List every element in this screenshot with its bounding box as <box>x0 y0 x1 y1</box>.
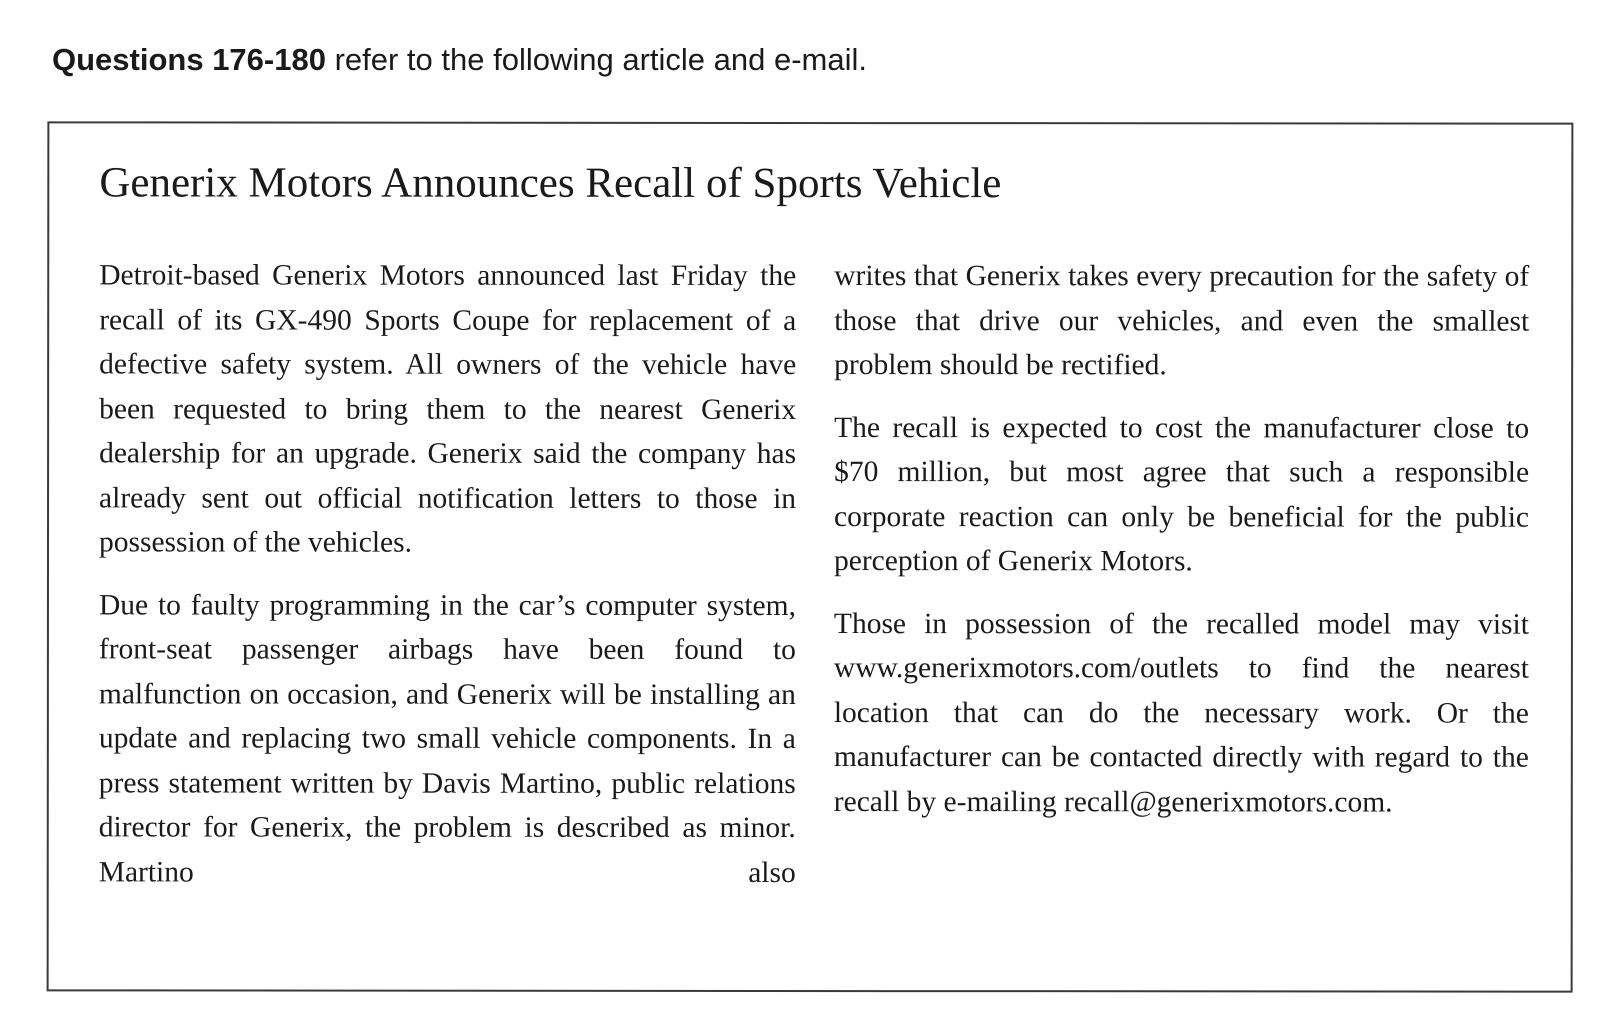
article-paragraph: Those in possession of the recalled model may visit www.generixmotors.com/outlets to find the nearest location that can do the necessary work. Or the manufacturer can be contacted directly with regard to the recall by e-mailing recall@generixmotors.com. <box>833 607 1529 819</box>
article-paragraph: writes that Generix takes every precaution for the safety of those that drive our vehicles, and even the smallest problem should be rectified. <box>834 260 1530 382</box>
article-box <box>47 121 1574 992</box>
instruction-text: refer to the following article and e-mail. <box>325 42 868 77</box>
question-range: Questions 176-180 <box>52 42 326 77</box>
question-instructions <box>52 40 867 80</box>
article-right-column <box>834 254 1530 843</box>
article-headline: Generix Motors Announces Recall of Sports Vehicle <box>99 159 1002 208</box>
article-paragraph: Detroit-based Generix Motors announced last Friday the recall of its GX-490 Sports Coupe for replacement of a defective safety system. All owners of the vehicle have been requested to bring them to the nearest Generix dealership for an upgrade. Generix said the company has already sent out official notification letters to those in possession of the vehicles. <box>98 259 797 559</box>
article-left-column <box>99 253 797 913</box>
article-paragraph: Due to faulty programming in the car’s computer system, front-seat passenger airbags have been found to malfunction on occasion, and Generix will be installing an update and replacing two small vehicle components. In a press statement written by Davis Martino, public relations director for Generix, the problem is described as minor. Martino also <box>98 588 796 889</box>
article-paragraph: The recall is expected to cost the manufacturer close to $70 million, but most agree that such a responsible corporate reaction can only be beneficial for the public perception of Generix Motors. <box>833 411 1530 578</box>
